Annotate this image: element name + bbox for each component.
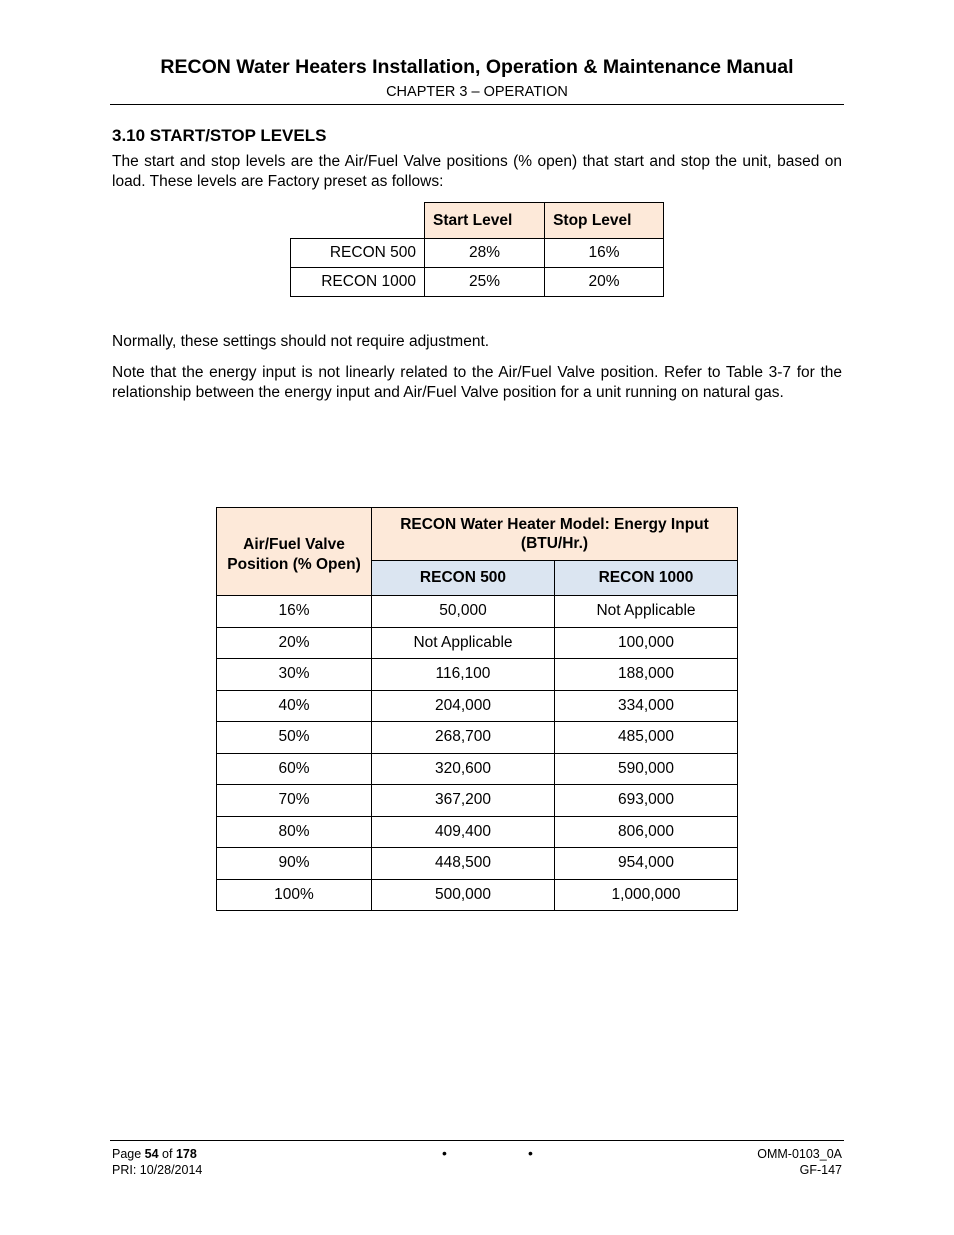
energy-input-table bbox=[216, 507, 738, 911]
footer-right bbox=[757, 1146, 842, 1178]
table-row bbox=[217, 848, 738, 880]
position-cell: 40% bbox=[217, 690, 372, 722]
table-row bbox=[291, 268, 664, 297]
footer-bullet: • bbox=[528, 1145, 533, 1161]
document-id: OMM-0103_0A bbox=[757, 1147, 842, 1161]
footer-divider bbox=[110, 1140, 844, 1141]
recon-500-cell: 448,500 bbox=[372, 848, 555, 880]
pri-date: PRI: 10/28/2014 bbox=[112, 1163, 203, 1177]
stop-level-header: Stop Level bbox=[545, 203, 664, 239]
footer-bullet: • bbox=[442, 1145, 447, 1161]
position-cell: 100% bbox=[217, 879, 372, 911]
page-of-label: of bbox=[158, 1147, 176, 1161]
page-number bbox=[112, 1146, 202, 1162]
position-cell: 70% bbox=[217, 785, 372, 817]
recon-1000-header: RECON 1000 bbox=[554, 561, 737, 596]
position-cell: 30% bbox=[217, 659, 372, 691]
table-row bbox=[217, 627, 738, 659]
recon-1000-cell: 693,000 bbox=[554, 785, 737, 817]
page-label: Page bbox=[112, 1147, 145, 1161]
position-cell: 60% bbox=[217, 753, 372, 785]
table-row bbox=[217, 659, 738, 691]
section-heading: 3.10 START/STOP LEVELS bbox=[112, 126, 327, 145]
table-row bbox=[291, 239, 664, 268]
current-page: 54 bbox=[144, 1147, 159, 1161]
table-row bbox=[217, 690, 738, 722]
valve-position-header: Air/Fuel Valve Position (% Open) bbox=[217, 508, 372, 596]
position-cell: 90% bbox=[217, 848, 372, 880]
model-cell: RECON 1000 bbox=[291, 268, 425, 297]
recon-1000-cell: 590,000 bbox=[554, 753, 737, 785]
blank-header-cell bbox=[291, 203, 425, 239]
recon-1000-cell: 188,000 bbox=[554, 659, 737, 691]
normal-settings-paragraph: Normally, these settings should not require adjustment. bbox=[112, 333, 490, 350]
recon-500-cell: 268,700 bbox=[372, 722, 555, 754]
energy-input-group-header: RECON Water Heater Model: Energy Input (BTU/Hr.) bbox=[372, 508, 738, 561]
recon-1000-cell: 334,000 bbox=[554, 690, 737, 722]
intro-paragraph: The start and stop levels are the Air/Fuel Valve positions (% open) that start and stop the unit, based on load. These levels are Factory preset as follows: bbox=[112, 153, 842, 190]
table-row bbox=[217, 722, 738, 754]
footer-left bbox=[112, 1146, 202, 1178]
position-cell: 50% bbox=[217, 722, 372, 754]
start-level-cell: 28% bbox=[425, 239, 545, 268]
note-paragraph: Note that the energy input is not linearly related to the Air/Fuel Valve position. Refer to Table 3-7 for the relationship between the energy input and Air/Fuel Valve position for a unit running on natural gas. bbox=[112, 364, 842, 401]
position-cell: 20% bbox=[217, 627, 372, 659]
start-level-cell: 25% bbox=[425, 268, 545, 297]
table-row bbox=[217, 879, 738, 911]
recon-500-cell: 500,000 bbox=[372, 879, 555, 911]
recon-1000-cell: 806,000 bbox=[554, 816, 737, 848]
gf-code: GF-147 bbox=[799, 1163, 842, 1177]
recon-1000-cell: Not Applicable bbox=[554, 596, 737, 628]
recon-500-cell: 409,400 bbox=[372, 816, 555, 848]
manual-title: RECON Water Heaters Installation, Operation & Maintenance Manual bbox=[160, 56, 794, 78]
recon-500-cell: 367,200 bbox=[372, 785, 555, 817]
model-cell: RECON 500 bbox=[291, 239, 425, 268]
table-row bbox=[217, 816, 738, 848]
table-row bbox=[217, 596, 738, 628]
chapter-label: CHAPTER 3 – OPERATION bbox=[386, 84, 568, 100]
position-cell: 16% bbox=[217, 596, 372, 628]
recon-1000-cell: 485,000 bbox=[554, 722, 737, 754]
recon-500-cell: 320,600 bbox=[372, 753, 555, 785]
recon-500-header: RECON 500 bbox=[372, 561, 555, 596]
stop-level-cell: 16% bbox=[545, 239, 664, 268]
header-divider bbox=[110, 104, 844, 105]
table-row bbox=[217, 785, 738, 817]
recon-500-cell: 204,000 bbox=[372, 690, 555, 722]
table-header-row bbox=[291, 203, 664, 239]
table-row bbox=[217, 753, 738, 785]
recon-500-cell: 116,100 bbox=[372, 659, 555, 691]
table-header-row bbox=[217, 508, 738, 561]
recon-1000-cell: 100,000 bbox=[554, 627, 737, 659]
recon-1000-cell: 1,000,000 bbox=[554, 879, 737, 911]
recon-1000-cell: 954,000 bbox=[554, 848, 737, 880]
position-cell: 80% bbox=[217, 816, 372, 848]
recon-500-cell: Not Applicable bbox=[372, 627, 555, 659]
start-level-header: Start Level bbox=[425, 203, 545, 239]
total-pages: 178 bbox=[175, 1147, 197, 1161]
recon-500-cell: 50,000 bbox=[372, 596, 555, 628]
stop-level-cell: 20% bbox=[545, 268, 664, 297]
start-stop-levels-table bbox=[290, 202, 664, 297]
